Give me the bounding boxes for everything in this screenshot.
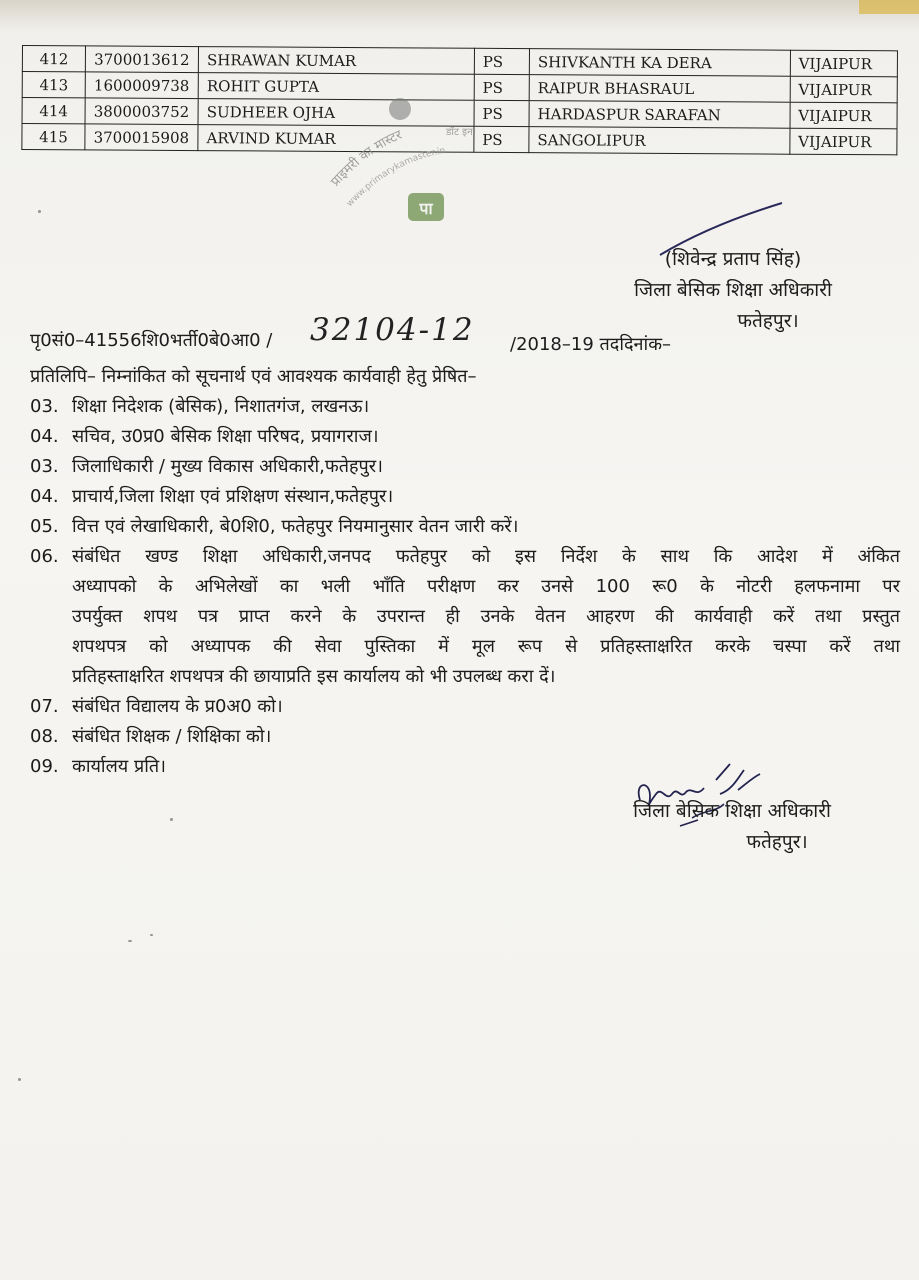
list-item: 05. वित्त एवं लेखाधिकारी, बे0शि0, फतेहपुर नियमानुसार वेतन जारी करें। [30, 516, 519, 537]
paragraph-line: शपथपत्र को अध्यापक की सेवा पुस्तिका में मूल रूप से प्रतिहस्ताक्षरित करके चस्पा करें तथा [72, 636, 900, 657]
cell-teacher-name: SUDHEER OJHA [198, 99, 474, 127]
scan-speck [170, 818, 173, 821]
cell-school-name: SANGOLIPUR [529, 127, 790, 155]
signatory-name: (शिवेन्द्र प्रताप सिंह) [664, 248, 802, 270]
scan-speck [38, 210, 41, 213]
list-item: 04. सचिव, उ0प्र0 बेसिक शिक्षा परिषद, प्रयागराज। [30, 426, 379, 447]
list-item-06: 06. संबंधित खण्ड शिक्षा अधिकारी,जनपद फतेहपुर को इस निर्देश के साथ कि आदेश में अंकित अध्यापको के अभिलेखों का भली भाँति परीक्षण कर उनसे 100 रू0 के नोटरी हलफनामा पर उपर्युक्त शपथ पत्र प्राप्त करने के उपरान्त ही उनके वेतन आहरण की कार्यवाही करें तथा प्रस्तुत शपथपत्र को अध्यापक की सेवा पुस्तिका में मूल रूप से प्रतिहस्ताक्षरित करके चस्पा करें तथा प्रतिहस्ताक्षरित शपथपत्र की छायाप्रति इस कार्यालय को भी उपलब्ध करा दें। [30, 542, 900, 692]
cell-school-type: PS [474, 48, 529, 74]
page-corner-tab [859, 0, 919, 14]
cell-teacher-id: 3800003752 [85, 98, 198, 125]
signatory-block-top [588, 244, 878, 337]
cell-block: VIJAIPUR [790, 50, 897, 77]
signatory-place: फतेहपुर। [737, 310, 799, 332]
paragraph-line: प्रतिहस्ताक्षरित शपथपत्र की छायाप्रति इस कार्यालय को भी उपलब्ध करा दें। [72, 666, 556, 687]
paragraph-line: अध्यापको के अभिलेखों का भली भाँति परीक्षण कर उनसे 100 रू0 के नोटरी हलफनामा पर [72, 576, 900, 597]
cell-school-type: PS [474, 74, 529, 100]
cell-school-name: HARDASPUR SARAFAN [529, 101, 790, 129]
list-item: 09. कार्यालय प्रति। [30, 756, 166, 777]
watermark-hindi-text: प्राइमरी का मास्टर [328, 127, 405, 190]
cell-teacher-id: 3700015908 [85, 124, 198, 151]
cell-serial: 415 [22, 124, 85, 150]
list-item: 07. संबंधित विद्यालय के प्र0अ0 को। [30, 696, 283, 717]
cell-serial: 414 [22, 98, 85, 124]
cell-block: VIJAIPUR [790, 102, 897, 129]
paragraph-line: संबंधित खण्ड शिक्षा अधिकारी,जनपद फतेहपुर को इस निर्देश के साथ कि आदेश में अंकित [72, 546, 900, 567]
paragraph-line: उपर्युक्त शपथ पत्र प्राप्त करने के उपरान्त ही उनके वेतन आहरण की कार्यवाही करें तथा प्रस्तुत [72, 606, 900, 627]
scan-speck [128, 940, 132, 942]
cell-teacher-name: ARVIND KUMAR [198, 125, 474, 153]
cell-serial: 413 [22, 72, 85, 98]
signatory-place: फतेहपुर। [746, 831, 808, 853]
scan-speck [150, 934, 153, 936]
primarykamaster-watermark [328, 95, 478, 235]
watermark-avatar-icon [389, 98, 411, 120]
cell-teacher-name: SHRAWAN KUMAR [198, 47, 474, 75]
cell-school-type: PS [474, 100, 529, 126]
signatory-designation: जिला बेसिक शिक्षा अधिकारी [634, 279, 832, 301]
copy-intro: प्रतिलिपि– निम्नांकित को सूचनार्थ एवं आवश्यक कार्यवाही हेतु प्रेषित– [30, 366, 477, 387]
watermark-url-text: www.primarykamaster.in [345, 146, 447, 209]
page-top-shadow [0, 0, 919, 32]
cell-teacher-id: 3700013612 [86, 46, 199, 73]
signatory-block-bottom [592, 796, 872, 858]
cell-teacher-id: 1600009738 [85, 72, 198, 99]
svg-text:पा: पा [419, 199, 433, 218]
copy-distribution-list [30, 362, 900, 782]
cell-serial: 412 [22, 46, 85, 72]
cell-school-name: SHIVKANTH KA DERA [529, 49, 790, 77]
cell-block: VIJAIPUR [790, 76, 897, 103]
watermark-badge-icon [408, 193, 444, 221]
cell-teacher-name: ROHIT GUPTA [198, 73, 474, 101]
cell-block: VIJAIPUR [790, 128, 897, 155]
reference-handwritten-number: 32104-12 [310, 312, 475, 348]
scan-speck [18, 1078, 21, 1081]
list-item: 03. जिलाधिकारी / मुख्य विकास अधिकारी,फतेहपुर। [30, 456, 383, 477]
watermark-dot-text: डॉट इन [446, 127, 473, 138]
signatory-designation: जिला बेसिक शिक्षा अधिकारी [633, 800, 831, 822]
cell-school-name: RAIPUR BHASRAUL [529, 75, 790, 103]
list-item: 03. शिक्षा निदेशक (बेसिक), निशातगंज, लखनऊ। [30, 396, 370, 417]
cell-school-type: PS [474, 126, 529, 152]
list-item: 04. प्राचार्य,जिला शिक्षा एवं प्रशिक्षण संस्थान,फतेहपुर। [30, 486, 394, 507]
list-item: 08. संबंधित शिक्षक / शिक्षिका को। [30, 726, 272, 747]
reference-suffix: /2018–19 तददिनांक– [510, 334, 672, 355]
reference-prefix: पृ0सं0–41556शि0भर्ती0बे0आ0 / [30, 330, 273, 351]
